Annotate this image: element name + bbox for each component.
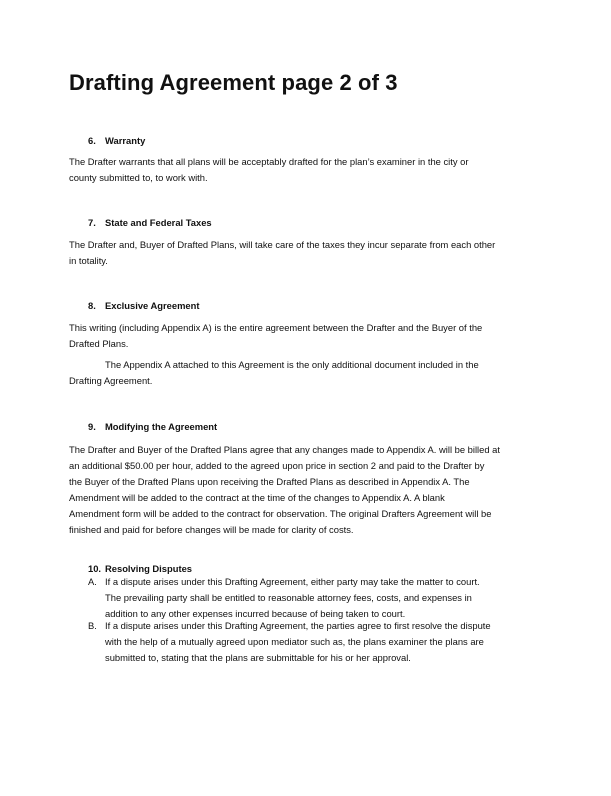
list-marker: A. [88,576,97,587]
section-number: 10. [88,563,102,574]
paragraph-taxes [69,237,547,269]
text-line: Amendment will be added to the contract at the time of the changes to Appendix A. A blank [69,492,445,503]
list-marker: B. [88,620,97,631]
text-line: addition to any other expenses incurred because of being taken to court. [105,608,406,619]
section-heading-warranty [88,135,145,146]
paragraph-exclusive-1 [69,320,547,352]
section-title: State and Federal Taxes [105,217,212,228]
section-title: Exclusive Agreement [105,300,200,311]
paragraph-modifying [69,442,547,538]
section-heading-exclusive [88,300,200,311]
text-line: with the help of a mutually agreed upon mediator such as, the plans examiner the plans are [105,636,484,647]
section-heading-taxes [88,217,212,228]
section-title: Modifying the Agreement [105,421,218,432]
page-title: Drafting Agreement page 2 of 3 [69,70,398,95]
text-line: If a dispute arises under this Drafting Agreement, either party may take the matter to court. [105,576,480,587]
section-heading-modifying [88,421,217,432]
section-number: 6. [88,135,96,146]
text-line: Drafted Plans. [69,338,129,349]
text-line: county submitted to, to work with. [69,172,208,183]
section-number: 8. [88,300,96,311]
list-item-body [105,618,491,666]
text-line: This writing (including Appendix A) is the entire agreement between the Drafter and the Buyer of the [69,322,483,333]
section-heading-disputes [88,563,192,574]
list-item-body [105,574,480,622]
text-line: The prevailing party shall be entitled to reasonable attorney fees, costs, and expenses in [105,592,472,603]
text-line: the Buyer of the Drafted Plans upon receiving the Drafted Plans as described in Appendix A. The [69,476,470,487]
text-line: The Drafter and, Buyer of Drafted Plans, will take care of the taxes they incur separate from each other [69,239,496,250]
section-title: Resolving Disputes [105,563,192,574]
paragraph-exclusive-2 [69,357,547,389]
text-line: Drafting Agreement. [69,375,153,386]
text-line: an additional $50.00 per hour, added to the agreed upon price in section 2 and paid to the Drafter by [69,460,485,471]
text-line: The Drafter and Buyer of the Drafted Plans agree that any changes made to Appendix A. will be billed at [69,444,500,455]
section-number: 7. [88,217,96,228]
text-line: If a dispute arises under this Drafting Agreement, the parties agree to first resolve the dispute [105,620,491,631]
section-number: 9. [88,421,96,432]
text-line: The Drafter warrants that all plans will be acceptably drafted for the plan’s examiner in the city or [69,156,469,167]
section-title: Warranty [105,135,146,146]
text-line: finished and paid for before changes will be made for clarity of costs. [69,524,354,535]
text-line: The Appendix A attached to this Agreement is the only additional document included in the [105,359,479,370]
paragraph-warranty [69,154,547,186]
text-line: Amendment form will be added to the contract for observation. The original Drafters Agreement will be [69,508,492,519]
text-line: in totality. [69,255,108,266]
text-line: submitted to, stating that the plans are submittable for his or her approval. [105,652,411,663]
